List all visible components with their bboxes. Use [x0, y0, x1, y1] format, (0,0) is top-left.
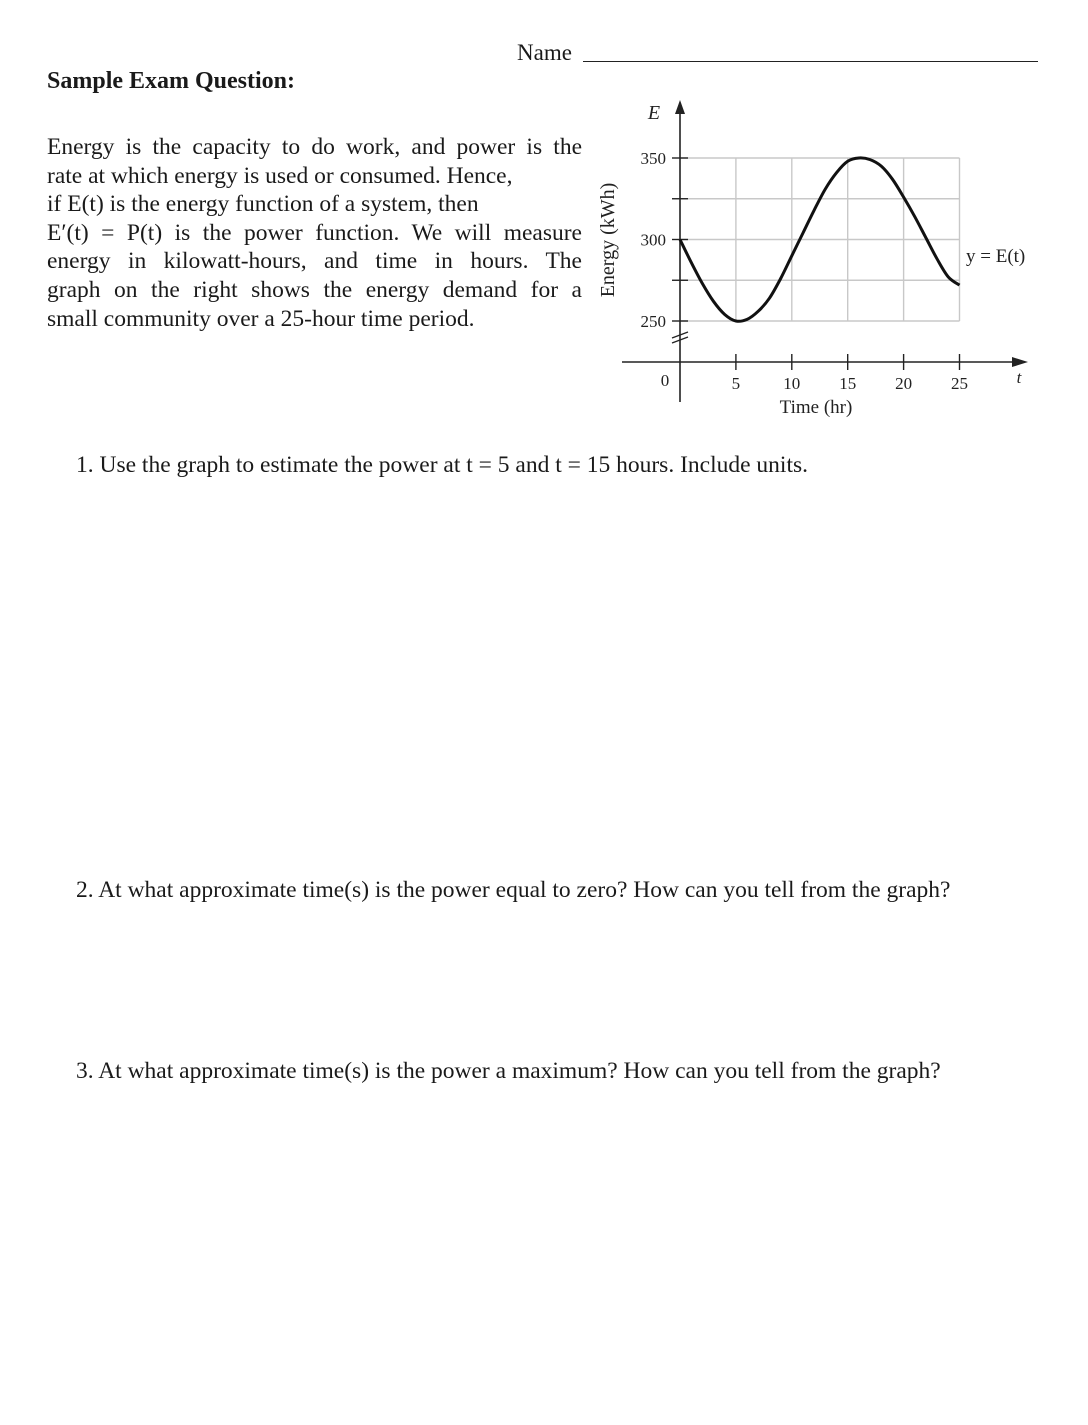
x-tick-label: 20 [895, 374, 913, 393]
y-tick-label: 350 [640, 149, 666, 168]
x-tick-label: 10 [783, 374, 801, 393]
name-answer-line[interactable] [583, 61, 1038, 62]
y-axis-label: Energy (kWh) [597, 182, 619, 298]
intro-line: energy in kilowatt-hours, and time in hours. The [47, 248, 582, 275]
x-axis-symbol: t [1016, 368, 1022, 387]
y-tick-label: 300 [640, 230, 666, 250]
y-axis-arrow [675, 100, 685, 114]
energy-chart [590, 90, 1050, 425]
intro-paragraph [47, 133, 582, 333]
question-3: 3. At what approximate time(s) is the power a maximum? How can you tell from the graph? [76, 1058, 941, 1084]
intro-line: small community over a 25-hour time period. [47, 305, 475, 332]
intro-line: if E(t) is the energy function of a system, then [47, 191, 479, 218]
name-label: Name [517, 40, 572, 65]
x-axis-label: Time (hr) [779, 397, 853, 418]
chart-ticks [641, 149, 969, 393]
intro-line: Energy is the capacity to do work, and power is the [47, 134, 582, 160]
question-1: 1. Use the graph to estimate the power at t = 5 and t = 15 hours. Include units. [76, 452, 808, 478]
page-heading: Sample Exam Question: [47, 68, 296, 94]
chart-grid [680, 158, 960, 321]
intro-line: rate at which energy is used or consumed. Hence, [47, 162, 513, 189]
x-tick-label: 5 [731, 374, 741, 393]
x-tick-label: 15 [839, 374, 857, 393]
intro-line: E′(t) = P(t) is the power function. We will measure [47, 219, 582, 246]
x-tick-label: 25 [951, 374, 968, 393]
x-axis-arrow [1012, 357, 1028, 367]
intro-line: graph on the right shows the energy demand for a [47, 276, 582, 303]
curve-label: y = E(t) [966, 246, 1026, 267]
origin-label: 0 [660, 371, 670, 390]
y-axis-symbol: E [647, 102, 661, 124]
question-2: 2. At what approximate time(s) is the power equal to zero? How can you tell from the graph? [76, 877, 951, 903]
y-tick-label: 250 [640, 312, 666, 331]
